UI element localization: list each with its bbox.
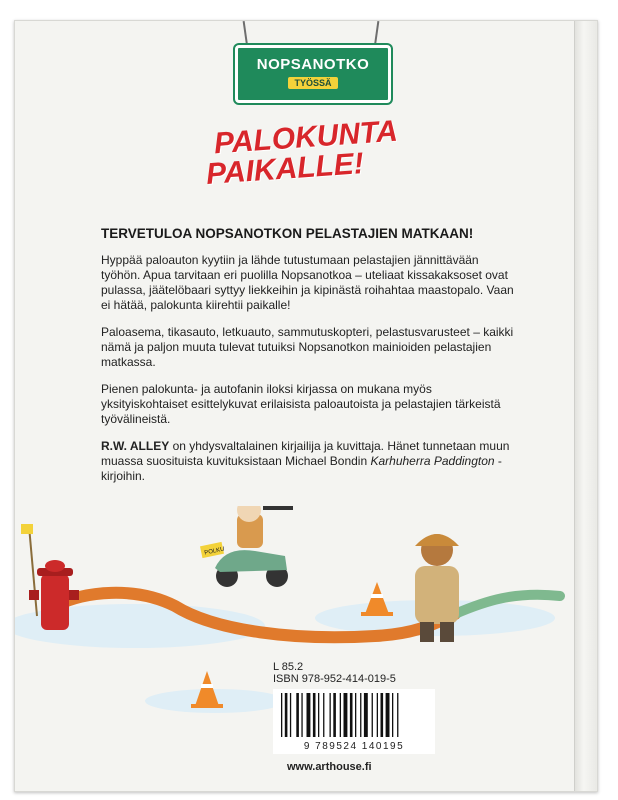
barcode-bar bbox=[323, 693, 324, 737]
barcode-bar bbox=[318, 693, 319, 737]
flag-pole bbox=[29, 526, 37, 616]
blurb-paragraph: Pienen palokunta- ja autofanin iloksi kirjassa on mukana myös yksityiskohtaiset esittelykuvat erilaisista paloautoista ja pelastajien tärkeistä työvälineistä. bbox=[101, 382, 501, 426]
isbn: ISBN 978-952-414-019-5 bbox=[273, 673, 396, 685]
barcode-bar bbox=[330, 693, 331, 737]
series-subtitle: TYÖSSÄ bbox=[288, 77, 337, 89]
barcode-bar bbox=[281, 693, 282, 737]
author-name: R.W. ALLEY bbox=[101, 439, 170, 453]
barcode-bar bbox=[360, 693, 361, 737]
classification: L 85.2 bbox=[273, 661, 304, 673]
author-text-1: on yhdysvaltalainen kirjailija ja kuvittaja. Hänet tunnetaan muun muassa suosituista kuvituksistaan Michael Bondin bbox=[101, 439, 510, 468]
author-text-2: -kirjoihin. bbox=[101, 454, 502, 483]
barcode-bar bbox=[340, 693, 341, 737]
scooter-sign-label: POLKU bbox=[203, 546, 226, 557]
barcode-bar bbox=[344, 693, 348, 737]
blurb-heading: TERVETULOA NOPSANOTKON PELASTAJIEN MATKAAN! bbox=[101, 226, 474, 241]
traffic-cone bbox=[195, 671, 219, 706]
isbn-block bbox=[273, 661, 443, 754]
series-title: NOPSANOTKO bbox=[256, 56, 370, 73]
barcode-bar bbox=[364, 693, 368, 737]
barcode-bar bbox=[397, 693, 398, 737]
barcode-bar bbox=[333, 693, 336, 737]
blurb-paragraph: Paloasema, tikasauto, letkuauto, sammutuskopteri, pelastusvarusteet – kaikki nämä ja paljon muuta tulevat tutuiksi Nopsanotkon mainioiden pelastajien matkassa. bbox=[101, 325, 514, 369]
barcode-bar bbox=[301, 693, 302, 737]
publisher-website: www.arthouse.fi bbox=[287, 761, 372, 773]
barcode-bar bbox=[372, 693, 373, 737]
barcode-bar bbox=[313, 693, 316, 737]
barcode-bar bbox=[350, 693, 353, 737]
author-series: Karhuherra Paddington bbox=[370, 454, 495, 468]
scooter-reporter bbox=[200, 506, 293, 587]
author-bio bbox=[101, 439, 515, 484]
flag bbox=[21, 524, 33, 534]
barcode-digits: 9 789524 140195 bbox=[303, 741, 405, 752]
book-title bbox=[205, 114, 401, 192]
blurb-paragraph: Hyppää paloauton kyytiin ja lähde tutustumaan pelastajien jännittävään työhön. Apua tarvitaan eri puolilla Nopsanotkoa – uteliaat kissakaksoset ovat pulassa, jäätelöbaari syttyy liekkeihin ja kipinästä roihahtaa maastopalo. Vaan ei hätää, palokunta kiirehtii paikalle! bbox=[101, 253, 514, 312]
barcode-bar bbox=[355, 693, 356, 737]
series-sign bbox=[235, 45, 391, 103]
barcode-bar bbox=[296, 693, 299, 737]
barcode-bar bbox=[285, 693, 288, 737]
book-spine bbox=[574, 21, 597, 791]
barcode bbox=[273, 689, 435, 754]
barcode-bar bbox=[377, 693, 378, 737]
barcode-bar bbox=[290, 693, 291, 737]
barcode-bar bbox=[386, 693, 390, 737]
barcode-bar bbox=[381, 693, 384, 737]
book-title-line1: PALOKUNTA bbox=[212, 114, 399, 161]
book-back-cover bbox=[14, 20, 598, 792]
blurb bbox=[101, 226, 515, 496]
barcode-bar bbox=[307, 693, 311, 737]
barcode-bars bbox=[279, 693, 429, 737]
book-title-line2: PAIKALLE! bbox=[205, 147, 365, 192]
barcode-bar bbox=[392, 693, 393, 737]
